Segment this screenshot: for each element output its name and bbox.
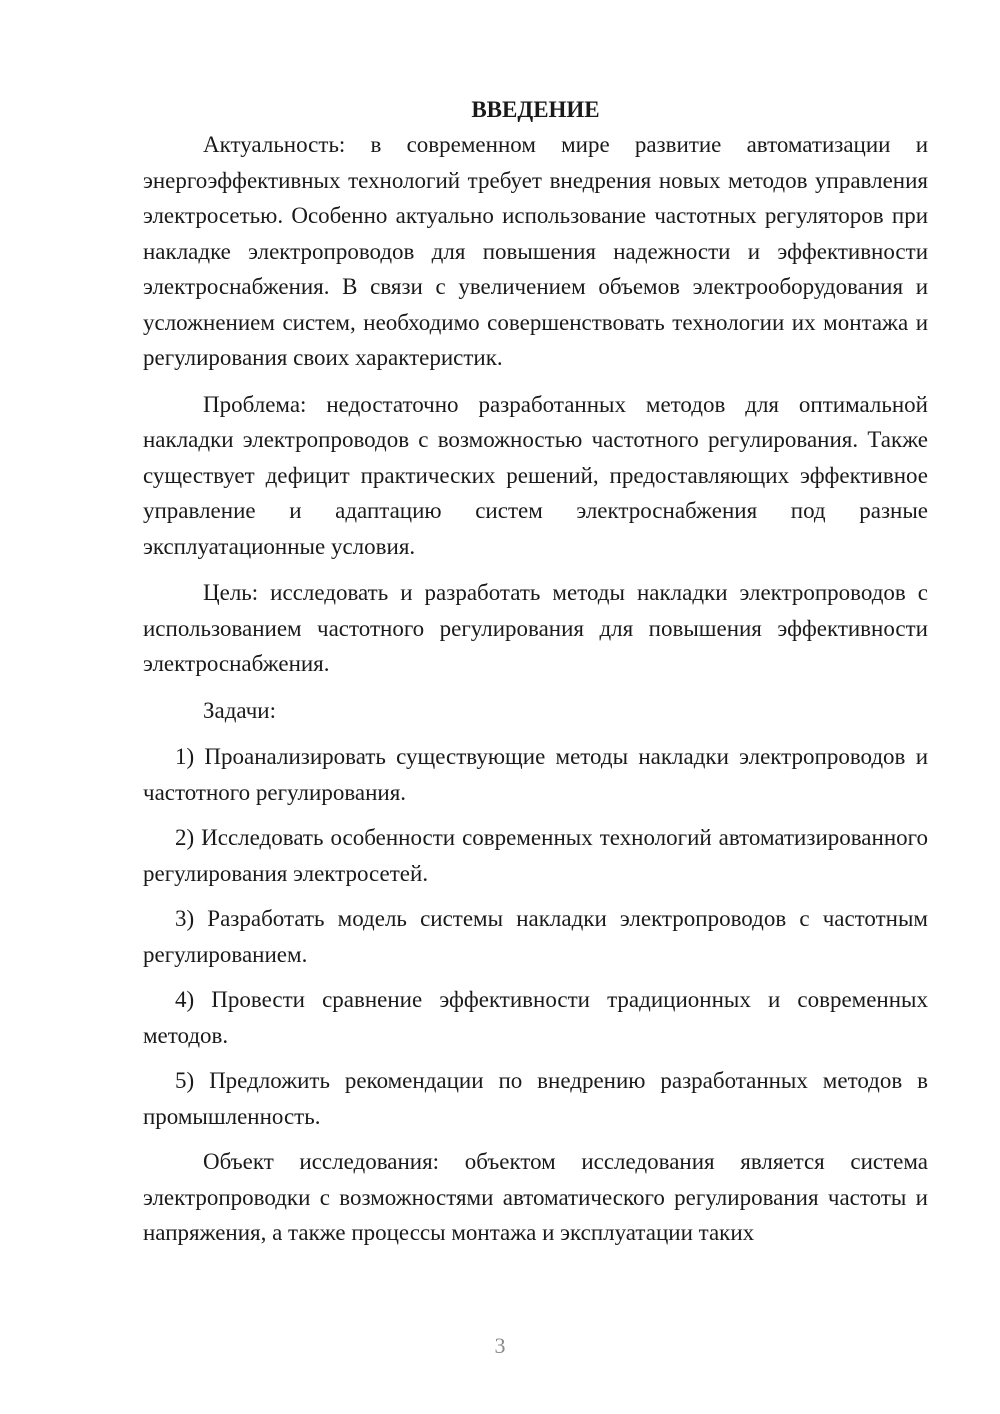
task-item: 2) Исследовать особенности современных технологий автоматизированного регулирования электросетей. xyxy=(143,825,928,886)
relevance-paragraph: Актуальность: в современном мире развитие автоматизации и энергоэффективных технологий требует внедрения новых методов управления электросетью. Особенно актуально использование частотных регуляторов при накладке электропроводов для повышения надежности и эффективности электроснабжения. В связи с увеличением объемов электрооборудования и усложнением систем, необходимо совершенствовать технологии их монтажа и регулирования своих характеристик. xyxy=(143,132,928,370)
goal-paragraph: Цель: исследовать и разработать методы накладки электропроводов с использованием частотного регулирования для повышения эффективности электроснабжения. xyxy=(143,580,928,676)
task-item: 1) Проанализировать существующие методы накладки электропроводов и частотного регулирования. xyxy=(143,744,928,805)
tasks-list xyxy=(143,739,928,1134)
task-item: 4) Провести сравнение эффективности традиционных и современных методов. xyxy=(143,987,928,1048)
page-number: 3 xyxy=(494,1333,506,1358)
object-paragraph: Объект исследования: объектом исследования является система электропроводки с возможностями автоматического регулирования частоты и напряжения, а также процессы монтажа и эксплуатации таких xyxy=(143,1149,928,1245)
problem-paragraph: Проблема: недостаточно разработанных методов для оптимальной накладки электропроводов с возможностью частотного регулирования. Также существует дефицит практических решений, предоставляющих эффективное управление и адаптацию систем электроснабжения под разные эксплуатационные условия. xyxy=(143,391,928,559)
document-page xyxy=(143,92,928,1262)
tasks-heading: Задачи: xyxy=(203,697,276,723)
section-title: ВВЕДЕНИЕ xyxy=(471,97,600,122)
task-item: 3) Разработать модель системы накладки электропроводов с частотным регулированием. xyxy=(143,906,928,967)
task-item: 5) Предложить рекомендации по внедрению разработанных методов в промышленность. xyxy=(143,1068,928,1129)
